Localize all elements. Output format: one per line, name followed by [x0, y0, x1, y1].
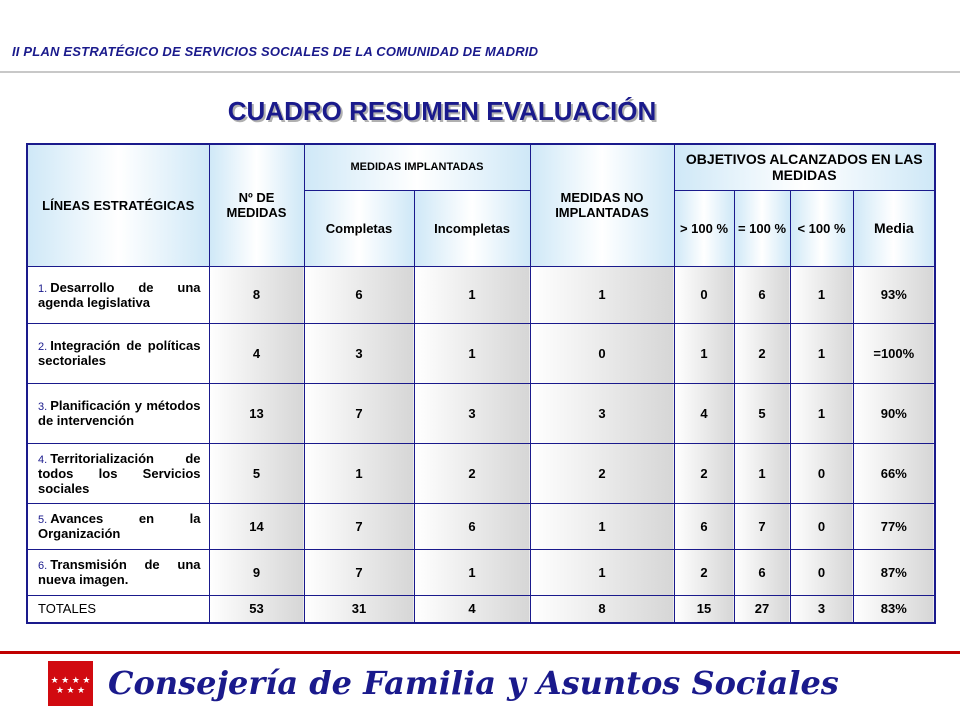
value-cell: 1 [734, 443, 790, 503]
value-cell: 2 [734, 323, 790, 383]
line-number: 5. [38, 514, 48, 526]
table-row [27, 503, 935, 549]
line-text: Desarrollo de una agenda legislativa [38, 279, 201, 310]
value-cell: 8 [209, 266, 304, 323]
value-cell: 0 [530, 323, 674, 383]
header-incompletas: Incompletas [414, 190, 530, 266]
header-divider [0, 71, 960, 73]
header-implantadas: MEDIDAS IMPLANTADAS [304, 144, 530, 190]
value-cell: 0 [790, 503, 853, 549]
strategic-line-label [27, 323, 209, 383]
totals-value-cell: 4 [414, 595, 530, 623]
table-row [27, 383, 935, 443]
value-cell: 2 [530, 443, 674, 503]
value-cell: 5 [209, 443, 304, 503]
value-cell: 2 [674, 549, 734, 595]
strategic-line-label [27, 443, 209, 503]
value-cell: 6 [674, 503, 734, 549]
value-cell: 1 [414, 549, 530, 595]
line-number: 1. [38, 282, 48, 295]
strategic-line-label [27, 549, 209, 595]
totals-value-cell: 83% [853, 595, 935, 623]
line-number: 2. [38, 341, 48, 353]
logo-stars-top: ★ ★ ★ ★ [50, 675, 91, 685]
value-cell: 1 [530, 503, 674, 549]
value-cell: 77% [853, 503, 935, 549]
value-cell: 0 [790, 549, 853, 595]
value-cell: 6 [304, 266, 414, 323]
value-cell: 90% [853, 383, 935, 443]
value-cell: 1 [674, 323, 734, 383]
value-cell: 1 [790, 266, 853, 323]
value-cell: 93% [853, 266, 935, 323]
value-cell: 3 [414, 383, 530, 443]
value-cell: 13 [209, 383, 304, 443]
totals-value-cell: 3 [790, 595, 853, 623]
value-cell: 14 [209, 503, 304, 549]
value-cell: 6 [734, 549, 790, 595]
value-cell: 1 [530, 266, 674, 323]
value-cell: 3 [304, 323, 414, 383]
header-gt-100: > 100 % [674, 190, 734, 266]
line-text: Planificación y métodos de intervención [38, 398, 201, 428]
line-number: 4. [38, 453, 48, 466]
header-lineas: LÍNEAS ESTRATÉGICAS [27, 144, 209, 266]
line-number: 3. [38, 401, 48, 413]
totals-label: TOTALES [27, 595, 209, 623]
totals-value-cell: 8 [530, 595, 674, 623]
value-cell: 7 [734, 503, 790, 549]
line-text: Transmisión de una nueva imagen. [38, 557, 201, 587]
value-cell: 1 [304, 443, 414, 503]
header-eq-100: = 100 % [734, 190, 790, 266]
value-cell: 1 [790, 383, 853, 443]
totals-value-cell: 53 [209, 595, 304, 623]
evaluation-table-container [26, 143, 936, 624]
value-cell: 2 [414, 443, 530, 503]
value-cell: 66% [853, 443, 935, 503]
header-lt-100: < 100 % [790, 190, 853, 266]
value-cell: 0 [674, 266, 734, 323]
line-text: Territorialización de todos los Servicios sociales [38, 450, 201, 496]
comunidad-madrid-logo [48, 661, 93, 706]
value-cell: 0 [790, 443, 853, 503]
logo-stars-bottom: ★ ★ ★ [55, 685, 86, 695]
page-title: CUADRO RESUMEN EVALUACIÓN [227, 96, 657, 126]
footer-title: Consejería de Familia y Asuntos Sociales [108, 664, 839, 702]
value-cell: 5 [734, 383, 790, 443]
footer-divider [0, 651, 960, 654]
totals-value-cell: 27 [734, 595, 790, 623]
value-cell: 1 [530, 549, 674, 595]
strategic-line-label [27, 383, 209, 443]
value-cell: 7 [304, 549, 414, 595]
line-text: Avances en la Organización [38, 511, 201, 541]
value-cell: 1 [414, 323, 530, 383]
value-cell: 9 [209, 549, 304, 595]
value-cell: 1 [790, 323, 853, 383]
value-cell: 7 [304, 503, 414, 549]
header-objetivos: OBJETIVOS ALCANZADOS EN LAS MEDIDAS [674, 144, 935, 190]
table-row [27, 266, 935, 323]
totals-value-cell: 31 [304, 595, 414, 623]
value-cell: 7 [304, 383, 414, 443]
strategic-line-label [27, 266, 209, 323]
value-cell: 4 [209, 323, 304, 383]
table-row [27, 443, 935, 503]
totals-row [27, 595, 935, 623]
line-number: 6. [38, 560, 48, 572]
header-num-medidas: Nº DE MEDIDAS [209, 144, 304, 266]
table-row [27, 549, 935, 595]
value-cell: 6 [734, 266, 790, 323]
totals-value-cell: 15 [674, 595, 734, 623]
strategic-line-label [27, 503, 209, 549]
evaluation-table [26, 143, 936, 624]
header-row-1 [27, 144, 935, 190]
value-cell: 6 [414, 503, 530, 549]
plan-title: II PLAN ESTRATÉGICO DE SERVICIOS SOCIALES DE LA COMUNIDAD DE MADRID [12, 44, 539, 59]
header-media: Media [853, 190, 935, 266]
value-cell: 4 [674, 383, 734, 443]
line-text: Integración de políticas sectoriales [38, 338, 201, 368]
table-row [27, 323, 935, 383]
value-cell: 2 [674, 443, 734, 503]
value-cell: 1 [414, 266, 530, 323]
header-no-implantadas: MEDIDAS NO IMPLANTADAS [530, 144, 674, 266]
header-completas: Completas [304, 190, 414, 266]
value-cell: =100% [853, 323, 935, 383]
value-cell: 3 [530, 383, 674, 443]
value-cell: 87% [853, 549, 935, 595]
